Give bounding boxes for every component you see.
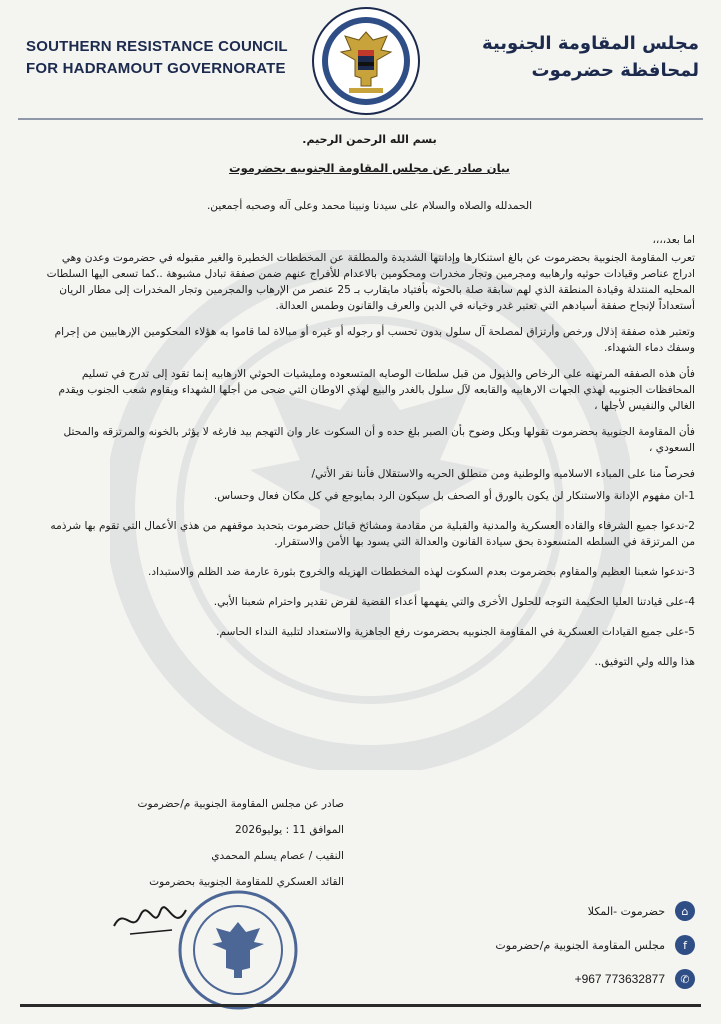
contact-phone: +967 773632877: [574, 972, 665, 986]
signatory-title: القائد العسكري للمقاومة الجنوبية بحضرموت: [149, 876, 344, 888]
basmala: بسم الله الرحمن الرحيم.: [302, 133, 437, 146]
paragraph-1: تعرب المقاومة الجنوبية بحضرموت عن بالغ استنكارها وإدانتها الشديدة والمطلقة عن المخططات الخطيرة والغير مقبوله في حضرموت وعدن وهي ادراج عناصر وقيادات حوثيه وارهابيه ومجرمين وتجار مخدرات ومحكومين بالاعدام للأفراج عنهم ضمن صفقة تبادل مشبوهة ..كما تسعى اليها السلطات المحليه المنتدلة وقيادة المنطقة الذي لهم سابقة صلة بالحوثه بأفتياد مايقارب بـ 25 عنصر من الإرهاب والمجرمين وتجار المخدرات إلى مطار الريان أستعداداً لإنجاح صفقة أسيادهم التي تعتبر غدر وخيانه في الدين والعرف والقانون وطمس العدالة.: [46, 252, 695, 312]
contact-facebook-row[interactable]: [495, 934, 695, 956]
contact-location: حضرموت -المكلا: [587, 904, 665, 918]
header-english-line1: SOUTHERN RESISTANCE COUNCIL: [26, 38, 288, 55]
letter-body: [44, 132, 695, 670]
letter-subject: بيان صادر عن مجلس المقاومة الجنوبيه بحضرموت: [229, 161, 510, 175]
header-english: [26, 36, 288, 80]
point-1: 1-ان مفهوم الإدانة والاستنكار لن يكون بالورق أو الصحف بل سيكون الرد بمايوجع في كل مكان فعال وحساس.: [213, 490, 695, 502]
signature-block: [44, 796, 344, 900]
contact-block: [495, 900, 695, 1002]
paragraph-4: فأن المقاومة الجنوبية بحضرموت تقولها وبكل وضوح بأن الصبر بلغ حده و أن السكوت عار وان التهجم بيد فارغه لا يؤثر بالخونه والمرتزقه والمحتل السعودي ،: [63, 426, 695, 454]
header-arabic-line1: مجلس المقاومة الجنوبية: [482, 33, 699, 54]
contact-location-row: [495, 900, 695, 922]
header-arabic: [482, 30, 699, 84]
home-icon: ⌂: [675, 901, 695, 921]
paragraph-3: فأن هذه الصفقه المرتهنه على الرخاص والذيول من قبل سلطات الوصايه المتسعوده ومليشيات الحوثي الارهابيه إنما تقود إلى تدرج في تسليم المحافظات الجنوبيه لهذي الجهات الارهابيه والقابعه لآل سلول بالغدر والبيع لهذي الاوطان التي ضحى من أجلها الشهداء ويقاوم شعب الجنوب ويقدم الغالي والنفيس لأجلها ،: [58, 368, 695, 412]
paragraph-5: فحرصاً منا على المبادء الاسلاميه والوطنية ومن منطلق الحريه والاستقلال فأننا نقر الأتي/: [311, 468, 695, 480]
closing-line: هذا والله ولي التوفيق..: [594, 656, 695, 668]
paragraph-2: وتعتبر هذه صفقة إذلال ورخص وأرتزاق لمصلحة آل سلول بدون تحسب أو رجوله أو غيره أو مبالاة لما قاموا به هؤلاء المحكومين الإرهابيين من إجرام وسفك دماء الشهداء.: [54, 326, 695, 354]
issuer-line: صادر عن مجلس المقاومة الجنوبية م/حضرموت: [137, 798, 344, 810]
header-english-line2: FOR HADRAMOUT GOVERNORATE: [26, 60, 286, 77]
phone-icon: ✆: [675, 969, 695, 989]
date-line: الموافق 11 : يوليو2026: [234, 824, 344, 836]
point-3: 3-ندعوا شعبنا العظيم والمقاوم بحضرموت بعدم السكوت لهذه المخططات الهزيله والخروج بثورة عارمة ضد الظلم والاستبداد.: [147, 566, 695, 578]
official-stamp: [176, 888, 300, 1012]
header-divider: [18, 118, 703, 120]
point-4: 4-على قيادتنا العليا الحكيمة التوجه للحلول الأخرى والتي يفهمها أعداء القضية لفرض تقدير واحترام شعبنا الأبي.: [213, 596, 695, 608]
greeting: الحمدلله والصلاه والسلام على سيدنا ونبينا محمد وعلى آله وصحبه أجمعين.: [206, 200, 533, 212]
facebook-icon: f: [675, 935, 695, 955]
point-2: 2-ندعوا جميع الشرفاء والقاده العسكرية والمدنية والقبلية من مقادمة ومشائخ قبائل حضرموت بتحديد موقفهم من هذي الأعمال التي تقوم بها شرذمه من المرتزقة في السلطه المتسعودة بحق سيادة القانون والعدالة التي يسود بها الأمن والاستقرار.: [50, 520, 695, 548]
footer-divider: [20, 1004, 701, 1007]
signatory-name: النقيب / عصام يسلم المحمدي: [211, 850, 344, 862]
contact-facebook: مجلس المقاومة الجنوبية م/حضرموت: [495, 938, 665, 952]
header-arabic-line2: لمحافظة حضرموت: [531, 60, 699, 81]
amma-baad: اما بعد،،،،: [652, 234, 695, 246]
council-seal-logo: [311, 6, 421, 116]
contact-phone-row[interactable]: [495, 968, 695, 990]
point-5: 5-على جميع القيادات العسكرية في المقاومة الجنوبيه بحضرموت رفع الجاهزية والاستعداد لتلبية النداء الحاسم.: [216, 626, 695, 638]
